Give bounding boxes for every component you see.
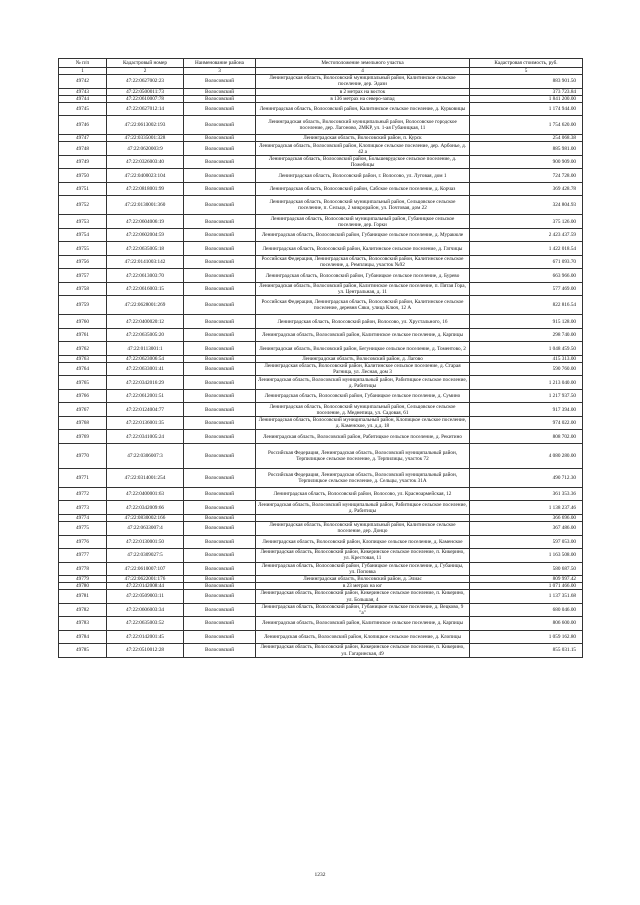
row-number: 49771 <box>59 468 107 487</box>
district-name: Волосовский <box>184 416 256 430</box>
district-name: Волосовский <box>184 522 256 536</box>
location-text: Ленинградская область, Волосовский район, Губаницкое сельское поселение, д. Вецково, 9 "а" <box>256 603 470 617</box>
column-number: 4 <box>256 68 470 75</box>
cadastral-cost: 597 053.00 <box>470 535 583 549</box>
location-text: Ленинградская область, Волосовский район, д. Лагово <box>256 355 470 362</box>
table-row <box>59 583 583 590</box>
district-name: Волосовский <box>184 155 256 169</box>
location-text: Ленинградская область, Волосовский район, Клопицкое сельское поселение, д. Клопицы <box>256 630 470 644</box>
row-number: 49760 <box>59 315 107 329</box>
district-name: Волосовский <box>184 255 256 269</box>
location-text: Российская Федерация, Ленинградская область, Волосовский муниципальный район, Терпилицкое сельское поселение, д. Сельцы, участок 31А <box>256 468 470 487</box>
table-row <box>59 355 583 362</box>
location-text: Ленинградская область, Волосовский район, Губаницкое сельское поселение, д. Губаницы, ул. Поповка <box>256 562 470 576</box>
row-number: 49782 <box>59 603 107 617</box>
row-number: 49753 <box>59 215 107 229</box>
cadastral-cost: 806 600.00 <box>470 617 583 631</box>
cadastral-cost: 590 760.00 <box>470 362 583 376</box>
location-text: Ленинградская область, Волосовский район, Волосово, ул. Хрустального, 16 <box>256 315 470 329</box>
district-name: Волосовский <box>184 182 256 196</box>
cadastral-number: 47:22:0616003:15 <box>107 282 184 296</box>
row-number: 49751 <box>59 182 107 196</box>
cadastral-number: 47:22:0627012:14 <box>107 102 184 116</box>
location-text: Российская Федерация, Ленинградская область, Волосовский район, Калитинское сельское поселение, деревня Сяки, улица Ключ, 12 А <box>256 296 470 315</box>
location-text <box>256 514 470 521</box>
location-text: Ленинградская область, Волосовский район, Губаницкое сельское поселение, д. Муракюле <box>256 228 470 242</box>
row-number: 49784 <box>59 630 107 644</box>
table-row <box>59 182 583 196</box>
cadastral-cost: 366 696.00 <box>470 514 583 521</box>
table-row <box>59 315 583 329</box>
row-number: 49785 <box>59 644 107 658</box>
cadastral-number: 47:22:0113001:1 <box>107 342 184 356</box>
location-text: Ленинградская область, Волосовский район, Кикеринское сельское поселение, п. Кикерино, ул. Крестовая, 11 <box>256 549 470 563</box>
district-name: Волосовский <box>184 355 256 362</box>
district-name: Волосовский <box>184 487 256 501</box>
cadastral-number: 47:22:0335001:328 <box>107 135 184 142</box>
row-number: 49768 <box>59 416 107 430</box>
cadastral-cost: 1 163 508.00 <box>470 549 583 563</box>
district-name: Волосовский <box>184 282 256 296</box>
cadastral-cost: 1 422 018.54 <box>470 242 583 256</box>
location-text: Ленинградская область, Волосовский район, Сабское сельское поселение, д. Корчаз <box>256 182 470 196</box>
cadastral-number: 47:22:0610007:78 <box>107 95 184 102</box>
cadastral-number: 47:22:0610007:107 <box>107 562 184 576</box>
location-text: Ленинградская область, Волосовский район, Волосово, ул. Красноармейская, 12 <box>256 487 470 501</box>
location-text: Ленинградская область, Волосовский район, Клопицкое сельское поселение, д. Каменское <box>256 535 470 549</box>
location-text: Ленинградская область, Волосовский район, Калитинское сельское поселение, д. Курковицы <box>256 102 470 116</box>
location-text: Ленинградская область, Волосовский район, Калитинское сельское поселение, д. Старая Рагница, ул. Лесная, дом 3 <box>256 362 470 376</box>
table-row <box>59 196 583 215</box>
location-text: Ленинградская область, Волосовский район, Кикеринское сельское поселение, п. Кикерино, ул. Большая, 4 <box>256 590 470 604</box>
district-name: Волосовский <box>184 549 256 563</box>
district-name: Волосовский <box>184 430 256 444</box>
row-number: 49772 <box>59 487 107 501</box>
cadastral-cost: 809 997.42 <box>470 576 583 583</box>
cadastral-cost: 885 981.00 <box>470 142 583 156</box>
header-cadastral-number: Кадастровый номер <box>107 59 184 68</box>
row-number: 49780 <box>59 583 107 590</box>
cadastral-number: 47:22:0606003:34 <box>107 603 184 617</box>
cadastral-cost: 577 469.00 <box>470 282 583 296</box>
row-number: 49779 <box>59 576 107 583</box>
table-row <box>59 501 583 515</box>
district-name: Волосовский <box>184 269 256 283</box>
header-location: Местоположение земельного участка <box>256 59 470 68</box>
table-row <box>59 617 583 631</box>
cadastral-value-table <box>58 58 583 658</box>
header-cost: Кадастровая стоимость, руб. <box>470 59 583 68</box>
table-row <box>59 522 583 536</box>
cadastral-number: 47:22:0314001:254 <box>107 468 184 487</box>
cadastral-cost: 361 353.36 <box>470 487 583 501</box>
table-row <box>59 630 583 644</box>
table-row <box>59 603 583 617</box>
row-number: 49747 <box>59 135 107 142</box>
location-text: Ленинградская область, Волосовский муниципальный район, Волосовское городское поселение, дер. Лагоново, 2МКР, ул. 1-ая Губаницкая, 11 <box>256 116 470 135</box>
row-number: 49762 <box>59 342 107 356</box>
district-name: Волосовский <box>184 583 256 590</box>
cadastral-number: 47:22:0818001:99 <box>107 182 184 196</box>
row-number: 49755 <box>59 242 107 256</box>
cadastral-cost: 1 217 937.50 <box>470 389 583 403</box>
cadastral-cost: 298 740.00 <box>470 328 583 342</box>
row-number: 49761 <box>59 328 107 342</box>
table-row <box>59 135 583 142</box>
table-row <box>59 644 583 658</box>
table-row <box>59 535 583 549</box>
cadastral-number: 47:22:0622001:176 <box>107 576 184 583</box>
cadastral-cost: 1 071 466.00 <box>470 583 583 590</box>
location-text: Ленинградская область, Волосовский район, Калитинское сельское поселение, д. Карпицы <box>256 328 470 342</box>
district-name: Волосовский <box>184 135 256 142</box>
table-row <box>59 416 583 430</box>
cadastral-cost: 373 723.84 <box>470 88 583 95</box>
cadastral-number: 47:22:0400023:104 <box>107 169 184 183</box>
district-name: Волосовский <box>184 389 256 403</box>
row-number: 49766 <box>59 389 107 403</box>
district-name: Волосовский <box>184 617 256 631</box>
district-name: Волосовский <box>184 644 256 658</box>
column-numbering-row <box>59 68 583 75</box>
district-name: Волосовский <box>184 196 256 215</box>
district-name: Волосовский <box>184 590 256 604</box>
cadastral-number: 47:22:0130001:360 <box>107 196 184 215</box>
cadastral-number: 47:22:0620003:9 <box>107 142 184 156</box>
district-name: Волосовский <box>184 88 256 95</box>
cadastral-number: 47:22:0633001:41 <box>107 362 184 376</box>
table-row <box>59 389 583 403</box>
cadastral-number: 47:22:0635005:20 <box>107 328 184 342</box>
cadastral-number: 47:22:0341005:24 <box>107 430 184 444</box>
location-text: в 136 метрах на северо-запад <box>256 95 470 102</box>
district-name: Волосовский <box>184 228 256 242</box>
cadastral-number: 47:22:0136001:35 <box>107 416 184 430</box>
district-name: Волосовский <box>184 75 256 89</box>
table-body <box>59 75 583 658</box>
header-no: № п/п <box>59 59 107 68</box>
location-text: Ленинградская область, Волосовский район, Губаницкое сельское поселение, д. Бурево <box>256 269 470 283</box>
location-text: Ленинградская область, Волосовский муниципальный район, Губаницкое сельское поселение, дер. Горки <box>256 215 470 229</box>
cadastral-number: 47:22:0500011:73 <box>107 88 184 95</box>
column-number: 2 <box>107 68 184 75</box>
cadastral-cost: 254 068.38 <box>470 135 583 142</box>
table-row <box>59 242 583 256</box>
column-number: 1 <box>59 68 107 75</box>
cadastral-number: 47:22:0124004:77 <box>107 403 184 417</box>
location-text: Ленинградская область, Волосовский район, Клопицкое сельское поселение, дер. Арбонье, д. 42 а <box>256 142 470 156</box>
district-name: Волосовский <box>184 328 256 342</box>
district-name: Волосовский <box>184 603 256 617</box>
cadastral-number: 47:22:0400020:12 <box>107 315 184 329</box>
table-row <box>59 282 583 296</box>
cadastral-number: 47:22:0142001:45 <box>107 630 184 644</box>
table-row <box>59 142 583 156</box>
cadastral-cost: 369 428.78 <box>470 182 583 196</box>
location-text: в 2 метрах на восток <box>256 88 470 95</box>
cadastral-cost: 724 728.00 <box>470 169 583 183</box>
table-row <box>59 376 583 390</box>
cadastral-cost: 1 754 620.00 <box>470 116 583 135</box>
table-row <box>59 342 583 356</box>
cadastral-cost: 1 137 351.68 <box>470 590 583 604</box>
table-row <box>59 590 583 604</box>
district-name: Волосовский <box>184 169 256 183</box>
location-text: Ленинградская область, Волосовский район, Калитинское сельское поселение, д. Карпицы <box>256 617 470 631</box>
cadastral-number: 47:22:0613003:70 <box>107 269 184 283</box>
table-row <box>59 576 583 583</box>
table-row <box>59 228 583 242</box>
cadastral-number: 47:22:0306007:3 <box>107 443 184 468</box>
table-row <box>59 562 583 576</box>
cadastral-number: 47:22:0400001:63 <box>107 487 184 501</box>
district-name: Волосовский <box>184 562 256 576</box>
row-number: 49773 <box>59 501 107 515</box>
cadastral-cost: 917 394.00 <box>470 403 583 417</box>
table-row <box>59 468 583 487</box>
location-text: Ленинградская область, Волосовский район, Кикеринское сельское поселение, п. Кикерино, ул. Гагаринская, 49 <box>256 644 470 658</box>
column-number: 3 <box>184 68 256 75</box>
district-name: Волосовский <box>184 102 256 116</box>
row-number: 49752 <box>59 196 107 215</box>
cadastral-number: 47:22:0633007:4 <box>107 522 184 536</box>
table-row <box>59 443 583 468</box>
table-row <box>59 215 583 229</box>
row-number: 49754 <box>59 228 107 242</box>
row-number: 49750 <box>59 169 107 183</box>
cadastral-number: 47:22:0635005:18 <box>107 242 184 256</box>
cadastral-cost: 883 901.50 <box>470 75 583 89</box>
cadastral-number: 47:22:0604006:19 <box>107 215 184 229</box>
cadastral-number: 47:22:0309027:5 <box>107 549 184 563</box>
row-number: 49759 <box>59 296 107 315</box>
cadastral-cost: 324 804.93 <box>470 196 583 215</box>
table-row <box>59 328 583 342</box>
table-row <box>59 75 583 89</box>
cadastral-cost: 915 128.00 <box>470 315 583 329</box>
location-text: Ленинградская область, Волосовский район, Губаницкое сельское поселение, д. Сумино <box>256 389 470 403</box>
location-text: Ленинградская область, Волосовский муниципальный район, Клопицкое сельское поселение, д. Каменское, ул. д.д. 18 <box>256 416 470 430</box>
location-text: Ленинградская область, Волосовский район, Большеврудское сельское поселение, д. Пожебицы <box>256 155 470 169</box>
district-name: Волосовский <box>184 468 256 487</box>
row-number: 49769 <box>59 430 107 444</box>
row-number: 49742 <box>59 75 107 89</box>
row-number: 49781 <box>59 590 107 604</box>
district-name: Волосовский <box>184 242 256 256</box>
district-name: Волосовский <box>184 376 256 390</box>
district-name: Волосовский <box>184 142 256 156</box>
row-number: 49746 <box>59 116 107 135</box>
location-text: Ленинградская область, Волосовский район, г. Волосово, ул. Луговая, дом 1 <box>256 169 470 183</box>
location-text: Ленинградская область, Волосовский район, д. Элиас <box>256 576 470 583</box>
row-number: 49776 <box>59 535 107 549</box>
location-text: Ленинградская область, Волосовский район, Калитинское сельское поселение, д. Гатчицы <box>256 242 470 256</box>
location-text: Ленинградская область, Волосовский район, Рабитицкое сельское поселение, д. Рекитино <box>256 430 470 444</box>
row-number: 49767 <box>59 403 107 417</box>
cadastral-cost: 900 909.00 <box>470 155 583 169</box>
table-row <box>59 514 583 521</box>
cadastral-number: 47:22:0510012:28 <box>107 644 184 658</box>
district-name: Волосовский <box>184 362 256 376</box>
cadastral-cost: 1 059 162.80 <box>470 630 583 644</box>
cadastral-number: 47:22:0612001:51 <box>107 389 184 403</box>
row-number: 49765 <box>59 376 107 390</box>
cadastral-number: 47:22:0830002:166 <box>107 514 184 521</box>
row-number: 49763 <box>59 355 107 362</box>
table-row <box>59 362 583 376</box>
cadastral-cost: 671 093.70 <box>470 255 583 269</box>
row-number: 49770 <box>59 443 107 468</box>
cadastral-number: 47:22:0342016:29 <box>107 376 184 390</box>
cadastral-number: 47:22:0509003:11 <box>107 590 184 604</box>
cadastral-cost: 375 126.00 <box>470 215 583 229</box>
location-text: Ленинградская область, Волосовский район, Бегуницкое сельское поселение, д. Томентово, 2 <box>256 342 470 356</box>
district-name: Волосовский <box>184 95 256 102</box>
cadastral-cost: 1 841 200.00 <box>470 95 583 102</box>
row-number: 49744 <box>59 95 107 102</box>
location-text: Российская Федерация, Ленинградская область, Волосовский муниципальный район, Терпилицкое сельское поселение, д. Терпилицы, участок 72 <box>256 443 470 468</box>
cadastral-cost: 580 687.50 <box>470 562 583 576</box>
table-row <box>59 487 583 501</box>
cadastral-number: 47:22:0142008:44 <box>107 583 184 590</box>
location-text: Ленинградская область, Волосовский муниципальный район, Калитинское сельское поселение, дер. Донцо <box>256 522 470 536</box>
row-number: 49748 <box>59 142 107 156</box>
location-text: в 23 метрах на юг <box>256 583 470 590</box>
district-name: Волосовский <box>184 215 256 229</box>
cadastral-cost: 367 486.00 <box>470 522 583 536</box>
cadastral-cost: 855 031.15 <box>470 644 583 658</box>
cadastral-number: 47:22:0613002:193 <box>107 116 184 135</box>
column-number: 5 <box>470 68 583 75</box>
table-row <box>59 95 583 102</box>
table-row <box>59 269 583 283</box>
location-text: Ленинградская область, Волосовский муниципальный район, Калитинское сельское поселение, дер. Эдази <box>256 75 470 89</box>
cadastral-number: 47:22:0627002:23 <box>107 75 184 89</box>
cadastral-cost: 415 313.00 <box>470 355 583 362</box>
district-name: Волосовский <box>184 403 256 417</box>
location-text: Ленинградская область, Волосовский муниципальный район, Рабитицкое сельское поселение, д. Рабитицы <box>256 501 470 515</box>
header-district: Наименование района <box>184 59 256 68</box>
row-number: 49764 <box>59 362 107 376</box>
district-name: Волосовский <box>184 535 256 549</box>
cadastral-number: 47:22:0130001:50 <box>107 535 184 549</box>
row-number: 49745 <box>59 102 107 116</box>
row-number: 49743 <box>59 88 107 95</box>
table-row <box>59 102 583 116</box>
row-number: 49777 <box>59 549 107 563</box>
cadastral-number: 47:22:0628001:269 <box>107 296 184 315</box>
table-row <box>59 549 583 563</box>
table-row <box>59 155 583 169</box>
table-row <box>59 88 583 95</box>
cadastral-number: 47:22:0602004:59 <box>107 228 184 242</box>
cadastral-number: 47:22:0141003:142 <box>107 255 184 269</box>
row-number: 49783 <box>59 617 107 631</box>
page-number: 1232 <box>314 872 326 878</box>
cadastral-cost: 974 022.00 <box>470 416 583 430</box>
location-text: Ленинградская область, Волосовский муниципальный район, Сельцовское сельское поселение, д. Меднепица, ул. Садовая, 61 <box>256 403 470 417</box>
district-name: Волосовский <box>184 296 256 315</box>
cadastral-cost: 490 712.30 <box>470 468 583 487</box>
row-number: 49749 <box>59 155 107 169</box>
district-name: Волосовский <box>184 576 256 583</box>
cadastral-cost: 1 213 040.00 <box>470 376 583 390</box>
location-text: Ленинградская область, Волосовский муниципальный район, Рабитицкое сельское поселение, д. Рабитицы <box>256 376 470 390</box>
cadastral-number: 47:22:0326003:40 <box>107 155 184 169</box>
cadastral-number: 47:22:0635003:52 <box>107 617 184 631</box>
cadastral-cost: 2 423 437.59 <box>470 228 583 242</box>
district-name: Волосовский <box>184 315 256 329</box>
cadastral-cost: 663 966.00 <box>470 269 583 283</box>
cadastral-cost: 1 174 944.00 <box>470 102 583 116</box>
location-text: Ленинградская область, Волосовский район, п. Курск <box>256 135 470 142</box>
district-name: Волосовский <box>184 116 256 135</box>
table-row <box>59 430 583 444</box>
row-number: 49758 <box>59 282 107 296</box>
row-number: 49757 <box>59 269 107 283</box>
cadastral-cost: 1 138 237.46 <box>470 501 583 515</box>
row-number: 49778 <box>59 562 107 576</box>
row-number: 49756 <box>59 255 107 269</box>
cadastral-cost: 680 046.00 <box>470 603 583 617</box>
table-row <box>59 296 583 315</box>
table-row <box>59 116 583 135</box>
location-text: Ленинградская область, Волосовский муниципальный район, Сельцовское сельское поселение, п. Сельцо, 2 микрорайон, ул. Почтовая, дом 22 <box>256 196 470 215</box>
table-row <box>59 403 583 417</box>
cadastral-cost: 1 048 459.50 <box>470 342 583 356</box>
cadastral-number: 47:22:0623006:54 <box>107 355 184 362</box>
location-text: Российская Федерация, Ленинградская область, Волосовский район, Калитинское сельское поселение, д. Ремплицы, участок №92 <box>256 255 470 269</box>
district-name: Волосовский <box>184 443 256 468</box>
location-text: Ленинградская область, Волосовский район, Калитинское сельское поселение, п. Пятая Гора, ул. Центральная, д. 11 <box>256 282 470 296</box>
cadastral-cost: 808 702.00 <box>470 430 583 444</box>
cadastral-number: 47:22:0342009:66 <box>107 501 184 515</box>
table-header-row <box>59 59 583 68</box>
row-number: 49775 <box>59 522 107 536</box>
cadastral-cost: 822 816.54 <box>470 296 583 315</box>
cadastral-cost: 4 080 280.00 <box>470 443 583 468</box>
district-name: Волосовский <box>184 342 256 356</box>
district-name: Волосовский <box>184 501 256 515</box>
table-row <box>59 255 583 269</box>
row-number: 49774 <box>59 514 107 521</box>
district-name: Волосовский <box>184 630 256 644</box>
table-row <box>59 169 583 183</box>
district-name: Волосовский <box>184 514 256 521</box>
